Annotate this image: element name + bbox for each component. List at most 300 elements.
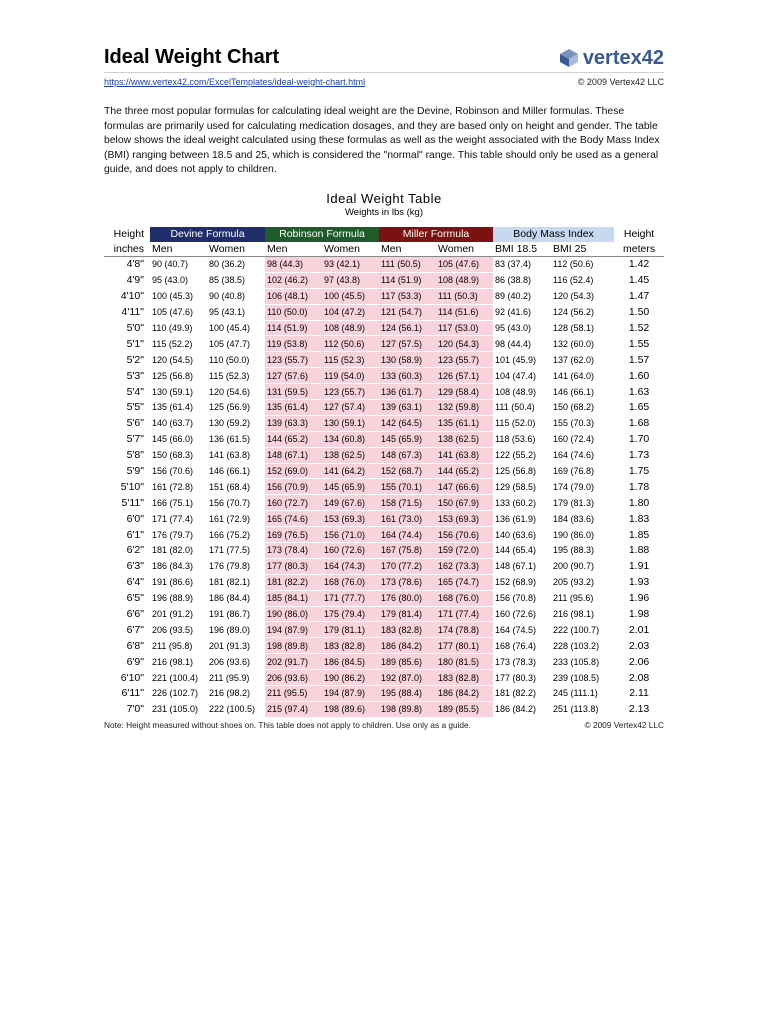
devine-men-cell: 166 (75.1): [150, 495, 207, 511]
bmi-18-5-cell: 160 (72.6): [493, 606, 551, 622]
height-meters-cell: 2.01: [614, 622, 664, 638]
devine-women-cell: 201 (91.3): [207, 638, 265, 654]
bmi-25-cell: 228 (103.2): [551, 638, 614, 654]
bmi-25-cell: 116 (52.4): [551, 272, 614, 288]
miller-men-cell: 176 (80.0): [379, 590, 436, 606]
miller-men-cell: 189 (85.6): [379, 654, 436, 670]
devine-women-cell: 141 (63.8): [207, 447, 265, 463]
bmi-25-cell: 216 (98.1): [551, 606, 614, 622]
table-row: [104, 590, 664, 606]
bmi-25-cell: 211 (95.6): [551, 590, 614, 606]
miller-men-cell: 170 (77.2): [379, 558, 436, 574]
devine-women-cell: 166 (75.2): [207, 527, 265, 543]
robinson-men-cell: 119 (53.8): [265, 336, 322, 352]
height-meters-cell: 1.57: [614, 352, 664, 368]
bmi-25-cell: 146 (66.1): [551, 384, 614, 400]
bmi-25-cell: 155 (70.3): [551, 415, 614, 431]
miller-women-cell: 144 (65.2): [436, 463, 493, 479]
height-meters-cell: 1.55: [614, 336, 664, 352]
table-row: [104, 272, 664, 288]
miller-men-cell: 111 (50.5): [379, 256, 436, 272]
bmi-18-5-cell: 89 (40.2): [493, 288, 551, 304]
bmi-18-5-cell: 92 (41.6): [493, 304, 551, 320]
page-title: Ideal Weight Chart: [104, 46, 280, 68]
devine-women-cell: 151 (68.4): [207, 479, 265, 495]
height-inches-cell: 5'0": [104, 320, 150, 336]
miller-men-cell: 121 (54.7): [379, 304, 436, 320]
height-meters-cell: 2.11: [614, 686, 664, 702]
height-inches-cell: 5'7": [104, 431, 150, 447]
miller-men-cell: 167 (75.8): [379, 543, 436, 559]
table-row: [104, 654, 664, 670]
bmi-25-cell: 150 (68.2): [551, 399, 614, 415]
miller-women-cell: 114 (51.6): [436, 304, 493, 320]
height-inches-cell: 6'4": [104, 574, 150, 590]
devine-men-cell: 156 (70.6): [150, 463, 207, 479]
bmi-18-5-cell: 122 (55.2): [493, 447, 551, 463]
miller-women-cell: 180 (81.5): [436, 654, 493, 670]
miller-women-cell: 165 (74.7): [436, 574, 493, 590]
header-miller-formula: Miller Formula: [379, 227, 493, 242]
miller-men-cell: 198 (89.8): [379, 701, 436, 717]
robinson-women-cell: 186 (84.5): [322, 654, 379, 670]
bmi-18-5-cell: 168 (76.4): [493, 638, 551, 654]
robinson-women-cell: 190 (86.2): [322, 670, 379, 686]
robinson-women-cell: 97 (43.8): [322, 272, 379, 288]
devine-women-cell: 206 (93.6): [207, 654, 265, 670]
bmi-18-5-cell: 173 (78.3): [493, 654, 551, 670]
robinson-men-cell: 110 (50.0): [265, 304, 322, 320]
robinson-men-cell: 106 (48.1): [265, 288, 322, 304]
height-meters-cell: 1.50: [614, 304, 664, 320]
table-row: [104, 288, 664, 304]
height-meters-cell: 1.75: [614, 463, 664, 479]
miller-men-cell: 183 (82.8): [379, 622, 436, 638]
table-row: [104, 606, 664, 622]
miller-women-cell: 168 (76.0): [436, 590, 493, 606]
devine-women-cell: 181 (82.1): [207, 574, 265, 590]
height-inches-cell: 6'0": [104, 511, 150, 527]
devine-men-cell: 150 (68.3): [150, 447, 207, 463]
subheader-meters: meters: [614, 242, 664, 257]
height-meters-cell: 1.98: [614, 606, 664, 622]
miller-men-cell: 161 (73.0): [379, 511, 436, 527]
miller-women-cell: 162 (73.3): [436, 558, 493, 574]
height-meters-cell: 1.68: [614, 415, 664, 431]
table-row: [104, 638, 664, 654]
logo-text: vertex42: [582, 46, 664, 69]
miller-men-cell: 142 (64.5): [379, 415, 436, 431]
devine-women-cell: 186 (84.4): [207, 590, 265, 606]
table-row: [104, 352, 664, 368]
height-inches-cell: 5'6": [104, 415, 150, 431]
footer-note: Note: Height measured without shoes on. This table does not apply to children. Use only as a guide.: [104, 719, 471, 730]
miller-men-cell: 148 (67.3): [379, 447, 436, 463]
robinson-women-cell: 171 (77.7): [322, 590, 379, 606]
devine-men-cell: 105 (47.6): [150, 304, 207, 320]
bmi-18-5-cell: 186 (84.2): [493, 701, 551, 717]
height-meters-cell: 1.47: [614, 288, 664, 304]
height-inches-cell: 6'5": [104, 590, 150, 606]
table-row: [104, 320, 664, 336]
miller-men-cell: 127 (57.5): [379, 336, 436, 352]
miller-women-cell: 171 (77.4): [436, 606, 493, 622]
devine-women-cell: 191 (86.7): [207, 606, 265, 622]
table-row: [104, 686, 664, 702]
robinson-men-cell: 148 (67.1): [265, 447, 322, 463]
robinson-men-cell: 169 (76.5): [265, 527, 322, 543]
devine-men-cell: 140 (63.7): [150, 415, 207, 431]
robinson-women-cell: 160 (72.6): [322, 543, 379, 559]
title-row: [104, 44, 664, 73]
height-meters-cell: 2.08: [614, 670, 664, 686]
miller-men-cell: 195 (88.4): [379, 686, 436, 702]
robinson-women-cell: 112 (50.6): [322, 336, 379, 352]
miller-women-cell: 117 (53.0): [436, 320, 493, 336]
height-inches-cell: 4'10": [104, 288, 150, 304]
bmi-25-cell: 169 (76.8): [551, 463, 614, 479]
table-row: [104, 527, 664, 543]
miller-women-cell: 135 (61.1): [436, 415, 493, 431]
vertex42-logo: [558, 46, 664, 70]
height-meters-cell: 1.80: [614, 495, 664, 511]
header-body-mass-index: Body Mass Index: [493, 227, 614, 242]
height-inches-cell: 6'1": [104, 527, 150, 543]
height-meters-cell: 1.88: [614, 543, 664, 559]
bmi-18-5-cell: 83 (37.4): [493, 256, 551, 272]
robinson-men-cell: 123 (55.7): [265, 352, 322, 368]
devine-women-cell: 110 (50.0): [207, 352, 265, 368]
table-row: [104, 495, 664, 511]
miller-women-cell: 129 (58.4): [436, 384, 493, 400]
devine-men-cell: 191 (86.6): [150, 574, 207, 590]
subheader-inches: inches: [104, 242, 150, 257]
devine-men-cell: 115 (52.2): [150, 336, 207, 352]
devine-women-cell: 100 (45.4): [207, 320, 265, 336]
devine-women-cell: 196 (89.0): [207, 622, 265, 638]
subheader-bmi-25: BMI 25: [551, 242, 614, 257]
header-height-meters-top: Height: [614, 227, 664, 242]
robinson-women-cell: 145 (65.9): [322, 479, 379, 495]
miller-men-cell: 130 (58.9): [379, 352, 436, 368]
miller-men-cell: 186 (84.2): [379, 638, 436, 654]
robinson-men-cell: 152 (69.0): [265, 463, 322, 479]
subheader-bmi-18-5: BMI 18.5: [493, 242, 551, 257]
bmi-18-5-cell: 133 (60.2): [493, 495, 551, 511]
height-inches-cell: 6'6": [104, 606, 150, 622]
miller-women-cell: 156 (70.6): [436, 527, 493, 543]
robinson-women-cell: 183 (82.8): [322, 638, 379, 654]
subheader-devine-women: Women: [207, 242, 265, 257]
devine-men-cell: 216 (98.1): [150, 654, 207, 670]
robinson-men-cell: 173 (78.4): [265, 543, 322, 559]
miller-women-cell: 138 (62.5): [436, 431, 493, 447]
robinson-women-cell: 138 (62.5): [322, 447, 379, 463]
robinson-men-cell: 215 (97.4): [265, 701, 322, 717]
robinson-men-cell: 131 (59.5): [265, 384, 322, 400]
table-row: [104, 304, 664, 320]
miller-women-cell: 123 (55.7): [436, 352, 493, 368]
logo-cube-icon: [558, 48, 580, 68]
devine-men-cell: 176 (79.7): [150, 527, 207, 543]
miller-men-cell: 124 (56.1): [379, 320, 436, 336]
bmi-18-5-cell: 148 (67.1): [493, 558, 551, 574]
bmi-25-cell: 137 (62.0): [551, 352, 614, 368]
devine-men-cell: 196 (88.9): [150, 590, 207, 606]
devine-women-cell: 85 (38.5): [207, 272, 265, 288]
miller-women-cell: 126 (57.1): [436, 368, 493, 384]
height-inches-cell: 6'9": [104, 654, 150, 670]
height-inches-cell: 4'8": [104, 256, 150, 272]
bmi-18-5-cell: 104 (47.4): [493, 368, 551, 384]
devine-men-cell: 181 (82.0): [150, 543, 207, 559]
height-inches-cell: 6'7": [104, 622, 150, 638]
robinson-men-cell: 102 (46.2): [265, 272, 322, 288]
bmi-25-cell: 164 (74.6): [551, 447, 614, 463]
bmi-25-cell: 184 (83.6): [551, 511, 614, 527]
robinson-women-cell: 123 (55.7): [322, 384, 379, 400]
devine-men-cell: 145 (66.0): [150, 431, 207, 447]
height-meters-cell: 1.96: [614, 590, 664, 606]
bmi-25-cell: 205 (93.2): [551, 574, 614, 590]
robinson-men-cell: 139 (63.3): [265, 415, 322, 431]
height-meters-cell: 2.13: [614, 701, 664, 717]
devine-men-cell: 120 (54.5): [150, 352, 207, 368]
devine-men-cell: 186 (84.3): [150, 558, 207, 574]
robinson-women-cell: 100 (45.5): [322, 288, 379, 304]
devine-men-cell: 125 (56.8): [150, 368, 207, 384]
devine-men-cell: 221 (100.4): [150, 670, 207, 686]
bmi-18-5-cell: 181 (82.2): [493, 686, 551, 702]
bmi-25-cell: 233 (105.8): [551, 654, 614, 670]
bmi-18-5-cell: 108 (48.9): [493, 384, 551, 400]
table-row: [104, 384, 664, 400]
height-meters-cell: 1.78: [614, 479, 664, 495]
robinson-women-cell: 164 (74.3): [322, 558, 379, 574]
bmi-25-cell: 190 (86.0): [551, 527, 614, 543]
height-meters-cell: 2.06: [614, 654, 664, 670]
miller-women-cell: 150 (67.9): [436, 495, 493, 511]
table-row: [104, 431, 664, 447]
sub-header-row: [104, 242, 664, 257]
height-inches-cell: 5'3": [104, 368, 150, 384]
bmi-25-cell: 160 (72.4): [551, 431, 614, 447]
height-meters-cell: 1.45: [614, 272, 664, 288]
devine-women-cell: 161 (72.9): [207, 511, 265, 527]
robinson-men-cell: 144 (65.2): [265, 431, 322, 447]
devine-men-cell: 130 (59.1): [150, 384, 207, 400]
height-inches-cell: 5'11": [104, 495, 150, 511]
robinson-women-cell: 108 (48.9): [322, 320, 379, 336]
miller-women-cell: 186 (84.2): [436, 686, 493, 702]
footer-row: [104, 720, 664, 732]
table-row: [104, 670, 664, 686]
devine-men-cell: 206 (93.5): [150, 622, 207, 638]
table-row: [104, 479, 664, 495]
robinson-women-cell: 198 (89.6): [322, 701, 379, 717]
bmi-25-cell: 174 (79.0): [551, 479, 614, 495]
robinson-men-cell: 190 (86.0): [265, 606, 322, 622]
miller-women-cell: 105 (47.6): [436, 256, 493, 272]
bmi-25-cell: 124 (56.2): [551, 304, 614, 320]
bmi-25-cell: 132 (60.0): [551, 336, 614, 352]
robinson-women-cell: 134 (60.8): [322, 431, 379, 447]
robinson-men-cell: 135 (61.4): [265, 399, 322, 415]
robinson-women-cell: 156 (71.0): [322, 527, 379, 543]
miller-men-cell: 164 (74.4): [379, 527, 436, 543]
height-inches-cell: 4'11": [104, 304, 150, 320]
robinson-women-cell: 168 (76.0): [322, 574, 379, 590]
height-inches-cell: 7'0": [104, 701, 150, 717]
miller-women-cell: 108 (48.9): [436, 272, 493, 288]
height-meters-cell: 1.83: [614, 511, 664, 527]
bmi-25-cell: 120 (54.3): [551, 288, 614, 304]
miller-men-cell: 192 (87.0): [379, 670, 436, 686]
robinson-men-cell: 185 (84.1): [265, 590, 322, 606]
height-inches-cell: 6'10": [104, 670, 150, 686]
robinson-women-cell: 149 (67.6): [322, 495, 379, 511]
table-row: [104, 447, 664, 463]
height-inches-cell: 6'3": [104, 558, 150, 574]
group-header-row: [104, 227, 664, 242]
devine-women-cell: 80 (36.2): [207, 256, 265, 272]
robinson-men-cell: 211 (95.5): [265, 686, 322, 702]
robinson-men-cell: 198 (89.8): [265, 638, 322, 654]
height-meters-cell: 1.70: [614, 431, 664, 447]
bmi-18-5-cell: 98 (44.4): [493, 336, 551, 352]
miller-women-cell: 189 (85.5): [436, 701, 493, 717]
bmi-25-cell: 239 (108.5): [551, 670, 614, 686]
devine-men-cell: 171 (77.4): [150, 511, 207, 527]
height-meters-cell: 1.63: [614, 384, 664, 400]
miller-men-cell: 114 (51.9): [379, 272, 436, 288]
miller-women-cell: 153 (69.3): [436, 511, 493, 527]
subheader-miller-men: Men: [379, 242, 436, 257]
height-inches-cell: 5'2": [104, 352, 150, 368]
template-url-link[interactable]: https://www.vertex42.com/ExcelTemplates/ideal-weight-chart.html: [104, 77, 366, 87]
subheader-robinson-women: Women: [322, 242, 379, 257]
robinson-women-cell: 104 (47.2): [322, 304, 379, 320]
devine-men-cell: 95 (43.0): [150, 272, 207, 288]
height-meters-cell: 2.03: [614, 638, 664, 654]
height-meters-cell: 1.93: [614, 574, 664, 590]
table-row: [104, 701, 664, 717]
header-devine-formula: Devine Formula: [150, 227, 265, 242]
devine-men-cell: 135 (61.4): [150, 399, 207, 415]
bmi-18-5-cell: 152 (68.9): [493, 574, 551, 590]
height-inches-cell: 5'5": [104, 399, 150, 415]
bmi-25-cell: 128 (58.1): [551, 320, 614, 336]
height-meters-cell: 1.85: [614, 527, 664, 543]
table-row: [104, 368, 664, 384]
devine-men-cell: 226 (102.7): [150, 686, 207, 702]
miller-men-cell: 155 (70.1): [379, 479, 436, 495]
footer-copyright: © 2009 Vertex42 LLC: [584, 719, 664, 730]
devine-women-cell: 95 (43.1): [207, 304, 265, 320]
bmi-18-5-cell: 125 (56.8): [493, 463, 551, 479]
devine-men-cell: 201 (91.2): [150, 606, 207, 622]
table-row: [104, 543, 664, 559]
height-meters-cell: 1.52: [614, 320, 664, 336]
bmi-18-5-cell: 86 (38.8): [493, 272, 551, 288]
bmi-18-5-cell: 95 (43.0): [493, 320, 551, 336]
devine-women-cell: 120 (54.6): [207, 384, 265, 400]
height-inches-cell: 5'1": [104, 336, 150, 352]
devine-men-cell: 231 (105.0): [150, 701, 207, 717]
miller-women-cell: 141 (63.8): [436, 447, 493, 463]
devine-women-cell: 176 (79.8): [207, 558, 265, 574]
miller-men-cell: 173 (78.6): [379, 574, 436, 590]
table-row: [104, 336, 664, 352]
miller-men-cell: 117 (53.3): [379, 288, 436, 304]
miller-men-cell: 136 (61.7): [379, 384, 436, 400]
robinson-men-cell: 160 (72.7): [265, 495, 322, 511]
intro-paragraph: The three most popular formulas for calculating ideal weight are the Devine, Robinson and Miller formulas. These formulas are primarily used for calculating medication dosages, and they are based only on height and gender. The table below shows the ideal weight calculated using these formulas as well as the weight associated with the Body Mass Index (BMI) ranging between 18.5 and 25, which is considered the "normal" range. This table should only be used as a general guide, and does not apply to children.: [104, 106, 660, 176]
bmi-18-5-cell: 111 (50.4): [493, 399, 551, 415]
copyright-top: © 2009 Vertex42 LLC: [577, 77, 664, 87]
bmi-25-cell: 195 (88.3): [551, 543, 614, 559]
miller-women-cell: 120 (54.3): [436, 336, 493, 352]
devine-women-cell: 115 (52.3): [207, 368, 265, 384]
devine-women-cell: 216 (98.2): [207, 686, 265, 702]
devine-women-cell: 211 (95.9): [207, 670, 265, 686]
bmi-25-cell: 112 (50.6): [551, 256, 614, 272]
devine-women-cell: 90 (40.8): [207, 288, 265, 304]
height-inches-cell: 6'2": [104, 543, 150, 559]
table-body: [104, 256, 664, 717]
miller-women-cell: 147 (66.6): [436, 479, 493, 495]
subheader-devine-men: Men: [150, 242, 207, 257]
height-meters-cell: 1.91: [614, 558, 664, 574]
bmi-18-5-cell: 115 (52.0): [493, 415, 551, 431]
bmi-18-5-cell: 118 (53.6): [493, 431, 551, 447]
table-row: [104, 399, 664, 415]
robinson-men-cell: 127 (57.6): [265, 368, 322, 384]
robinson-men-cell: 202 (91.7): [265, 654, 322, 670]
devine-men-cell: 211 (95.8): [150, 638, 207, 654]
miller-women-cell: 177 (80.1): [436, 638, 493, 654]
devine-women-cell: 130 (59.2): [207, 415, 265, 431]
robinson-men-cell: 181 (82.2): [265, 574, 322, 590]
robinson-men-cell: 194 (87.9): [265, 622, 322, 638]
table-row: [104, 622, 664, 638]
table-row: [104, 463, 664, 479]
table-row: [104, 574, 664, 590]
bmi-25-cell: 141 (64.0): [551, 368, 614, 384]
bmi-25-cell: 251 (113.8): [551, 701, 614, 717]
table-row: [104, 511, 664, 527]
robinson-women-cell: 119 (54.0): [322, 368, 379, 384]
robinson-men-cell: 206 (93.6): [265, 670, 322, 686]
miller-women-cell: 174 (78.8): [436, 622, 493, 638]
miller-men-cell: 133 (60.3): [379, 368, 436, 384]
miller-women-cell: 159 (72.0): [436, 543, 493, 559]
miller-women-cell: 132 (59.8): [436, 399, 493, 415]
robinson-women-cell: 179 (81.1): [322, 622, 379, 638]
robinson-women-cell: 130 (59.1): [322, 415, 379, 431]
miller-men-cell: 145 (65.9): [379, 431, 436, 447]
devine-women-cell: 171 (77.5): [207, 543, 265, 559]
bmi-18-5-cell: 156 (70.8): [493, 590, 551, 606]
height-meters-cell: 1.60: [614, 368, 664, 384]
robinson-women-cell: 141 (64.2): [322, 463, 379, 479]
robinson-women-cell: 153 (69.3): [322, 511, 379, 527]
bmi-25-cell: 200 (90.7): [551, 558, 614, 574]
devine-women-cell: 105 (47.7): [207, 336, 265, 352]
devine-women-cell: 222 (100.5): [207, 701, 265, 717]
bmi-18-5-cell: 177 (80.3): [493, 670, 551, 686]
bmi-18-5-cell: 101 (45.9): [493, 352, 551, 368]
